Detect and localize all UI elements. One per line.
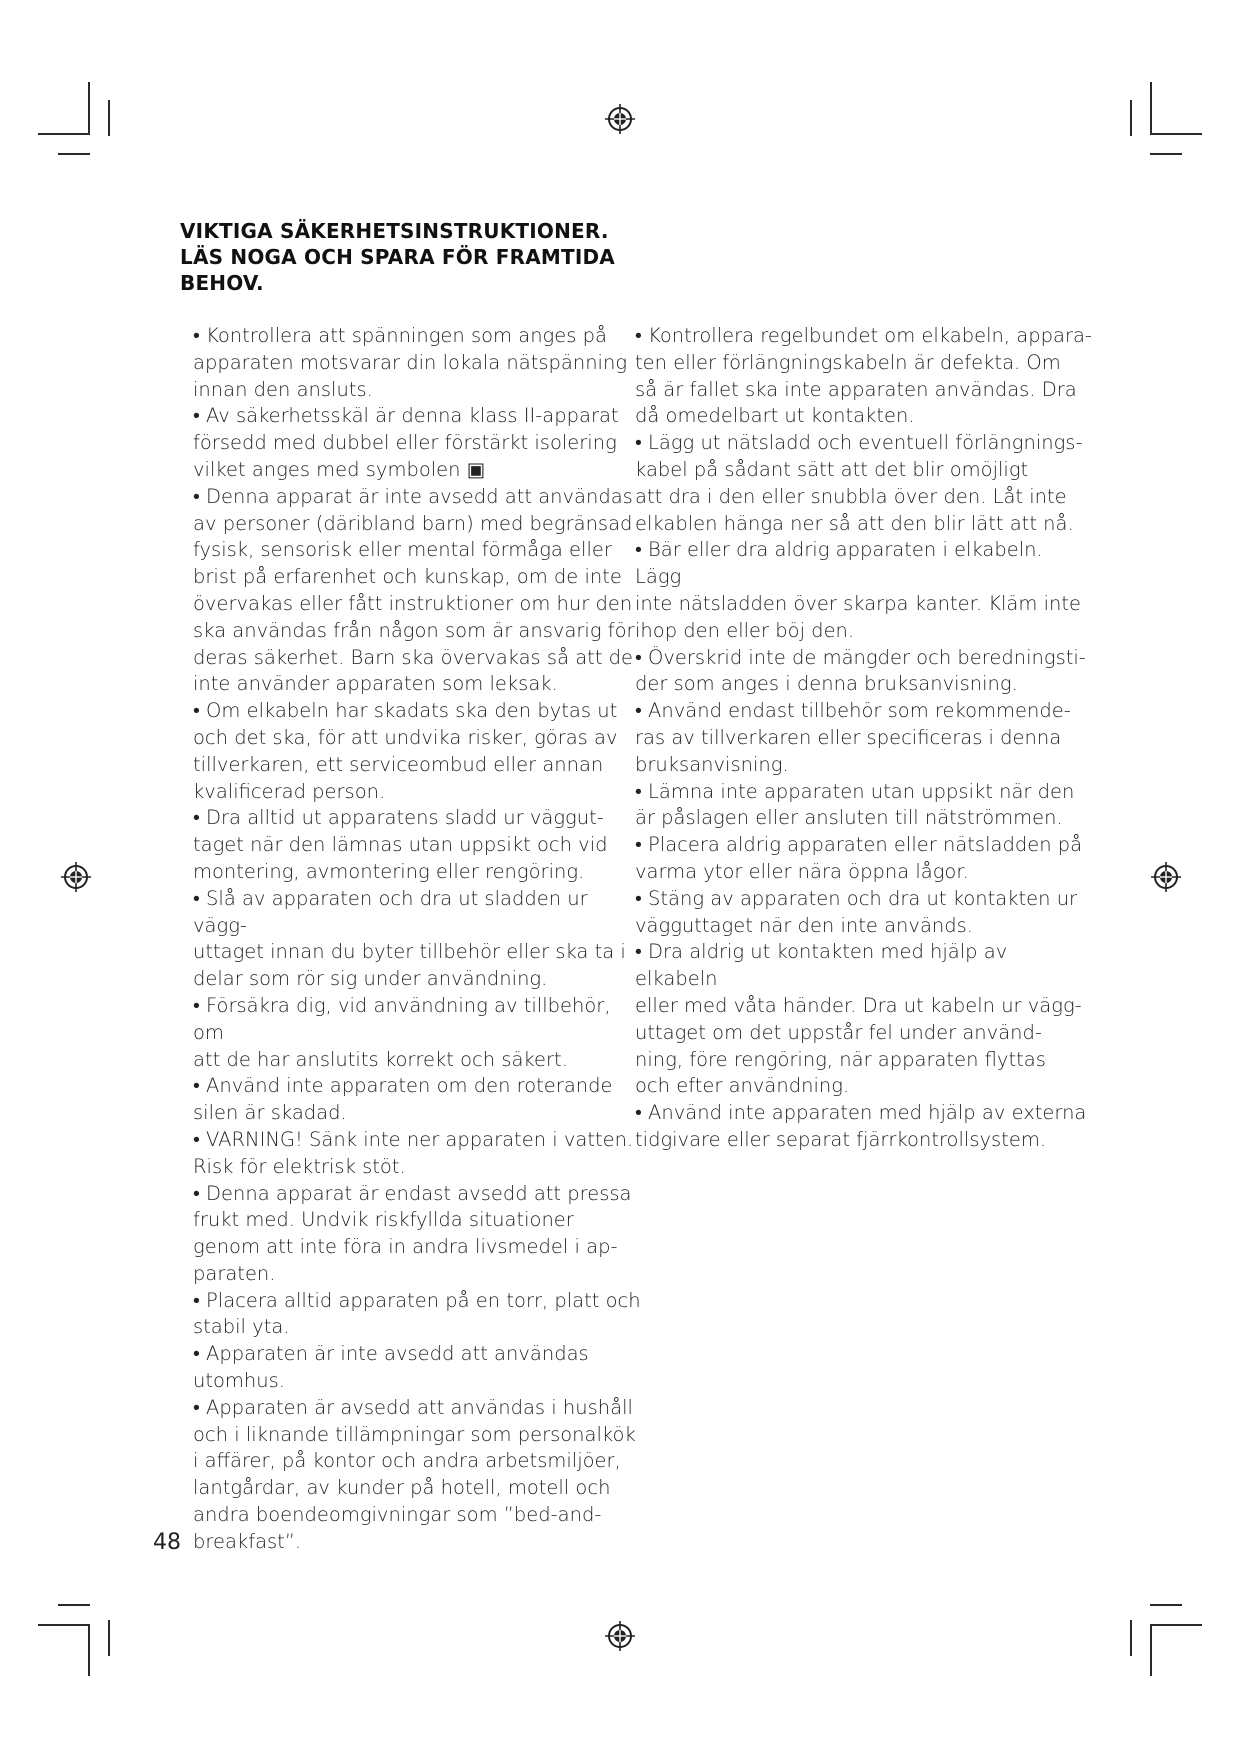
crop-mark — [1150, 133, 1202, 135]
safety-instruction: • Kontrollera regelbundet om elkabeln, appara- ten eller förlängningskabeln är defekta. Om så är fallet ska inte apparaten användas. Dra då omedelbart ut kontakten. — [635, 324, 1092, 428]
crop-mark — [88, 1624, 90, 1676]
crop-mark — [108, 100, 110, 136]
safety-instruction: • Försäkra dig, vid användning av tillbehör, om att de har anslutits korrekt och säkert. — [193, 993, 611, 1071]
registration-mark-icon — [605, 104, 635, 134]
heading-line: VIKTIGA SÄKERHETSINSTRUKTIONER. — [180, 219, 609, 243]
right-column — [635, 323, 1095, 1154]
registration-mark-icon — [1151, 862, 1181, 892]
crop-mark — [1130, 1620, 1132, 1656]
safety-instruction: • Denna apparat är endast avsedd att pressa frukt med. Undvik riskfyllda situationer genom att inte föra in andra livsmedel i ap- paraten. — [193, 1181, 632, 1285]
safety-instruction: • Slå av apparaten och dra ut sladden ur vägg- uttaget innan du byter tillbehör eller ska ta i delar som rör sig under användning. — [193, 886, 626, 991]
registration-mark-icon — [61, 862, 91, 892]
safety-instruction: • Överskrid inte de mängder och beredningsti- der som anges i denna bruksanvisning. — [635, 645, 1086, 696]
safety-instruction: • Lämna inte apparaten utan uppsikt när den är påslagen eller ansluten till nätströmmen. — [635, 779, 1075, 830]
safety-instruction: • Apparaten är inte avsedd att användas utomhus. — [193, 1342, 589, 1393]
safety-instruction: • Dra aldrig ut kontakten med hjälp av elkabeln eller med våta händer. Dra ut kabeln ur vägg- uttaget om det uppstår fel under använd- ning, före rengöring, när apparaten flyttas och efter användning. — [635, 940, 1082, 1098]
crop-mark — [1150, 153, 1182, 155]
page-heading — [180, 218, 640, 296]
left-column — [193, 323, 643, 1556]
safety-instruction: • Använd inte apparaten med hjälp av externa tidgivare eller separat fjärrkontrollsystem. — [635, 1101, 1087, 1151]
safety-instruction: • Denna apparat är inte avsedd att användas av personer (däribland barn) med begränsad fysisk, sensorisk eller mental förmåga eller brist på erfarenhet och kunskap, om de inte övervakas eller fått instruktioner om hur den ska användas från någon som är ansvarig för deras säkerhet. Barn ska övervakas så att de inte använder apparaten som leksak. — [193, 484, 635, 696]
registration-mark-icon — [605, 1621, 635, 1651]
safety-instruction: • Placera alltid apparaten på en torr, platt och stabil yta. — [193, 1288, 641, 1339]
safety-instruction: • Om elkabeln har skadats ska den bytas ut och det ska, för att undvika risker, göras av tillverkaren, ett serviceombud eller annan kvalificerad person. — [193, 699, 618, 803]
safety-instruction: • Av säkerhetsskäl är denna klass II-apparat försedd med dubbel eller förstärkt isolering vilket anges med symbolen ▣ — [193, 404, 619, 481]
safety-instruction: • Lägg ut nätsladd och eventuell förlängnings- kabel på sådant sätt att det blir omöjligt att dra i den eller snubbla över den. Låt inte elkablen hänga ner så att den blir lätt att nå. — [635, 431, 1083, 535]
crop-mark — [38, 1624, 90, 1626]
heading-line: BEHOV. — [180, 271, 264, 295]
crop-mark — [38, 133, 90, 135]
safety-instruction: • Kontrollera att spänningen som anges på apparaten motsvarar din lokala nätspänning innan den ansluts. — [193, 324, 628, 401]
crop-mark — [58, 153, 90, 155]
safety-instruction: • Använd inte apparaten om den roterande silen är skadad. — [193, 1074, 613, 1125]
safety-instruction: • Stäng av apparaten och dra ut kontakten ur vägguttaget när den inte används. — [635, 886, 1078, 937]
crop-mark — [108, 1620, 110, 1656]
heading-line: LÄS NOGA OCH SPARA FÖR FRAMTIDA — [180, 245, 615, 269]
crop-mark — [1150, 1604, 1182, 1606]
crop-mark — [58, 1604, 90, 1606]
safety-instruction: • Använd endast tillbehör som rekommende- ras av tillverkaren eller specificeras i denna bruksanvisning. — [635, 699, 1071, 776]
safety-instruction: • Dra alltid ut apparatens sladd ur väggut- taget när den lämnas utan uppsikt och vid montering, avmontering eller rengöring. — [193, 806, 608, 883]
crop-mark — [88, 82, 90, 134]
safety-instruction: • Apparaten är avsedd att användas i hushåll och i liknande tillämpningar som personalkök i affärer, på kontor och andra arbetsmiljöer, lantgårdar, av kunder på hotell, motell och andra boendeomgivningar som ”bed-and- breakfast”. — [193, 1395, 636, 1553]
safety-instruction: • Placera aldrig apparaten eller nätsladden på varma ytor eller nära öppna lågor. — [635, 833, 1083, 883]
crop-mark — [1150, 1624, 1202, 1626]
page-number: 48 — [153, 1530, 181, 1555]
safety-instruction: • VARNING! Sänk inte ner apparaten i vatten. Risk för elektrisk stöt. — [193, 1127, 634, 1178]
crop-mark — [1150, 1624, 1152, 1676]
crop-mark — [1150, 82, 1152, 134]
safety-instruction: • Bär eller dra aldrig apparaten i elkabeln. Lägg inte nätsladden över skarpa kanter. Kläm inte ihop den eller böj den. — [635, 538, 1081, 642]
crop-mark — [1130, 100, 1132, 136]
